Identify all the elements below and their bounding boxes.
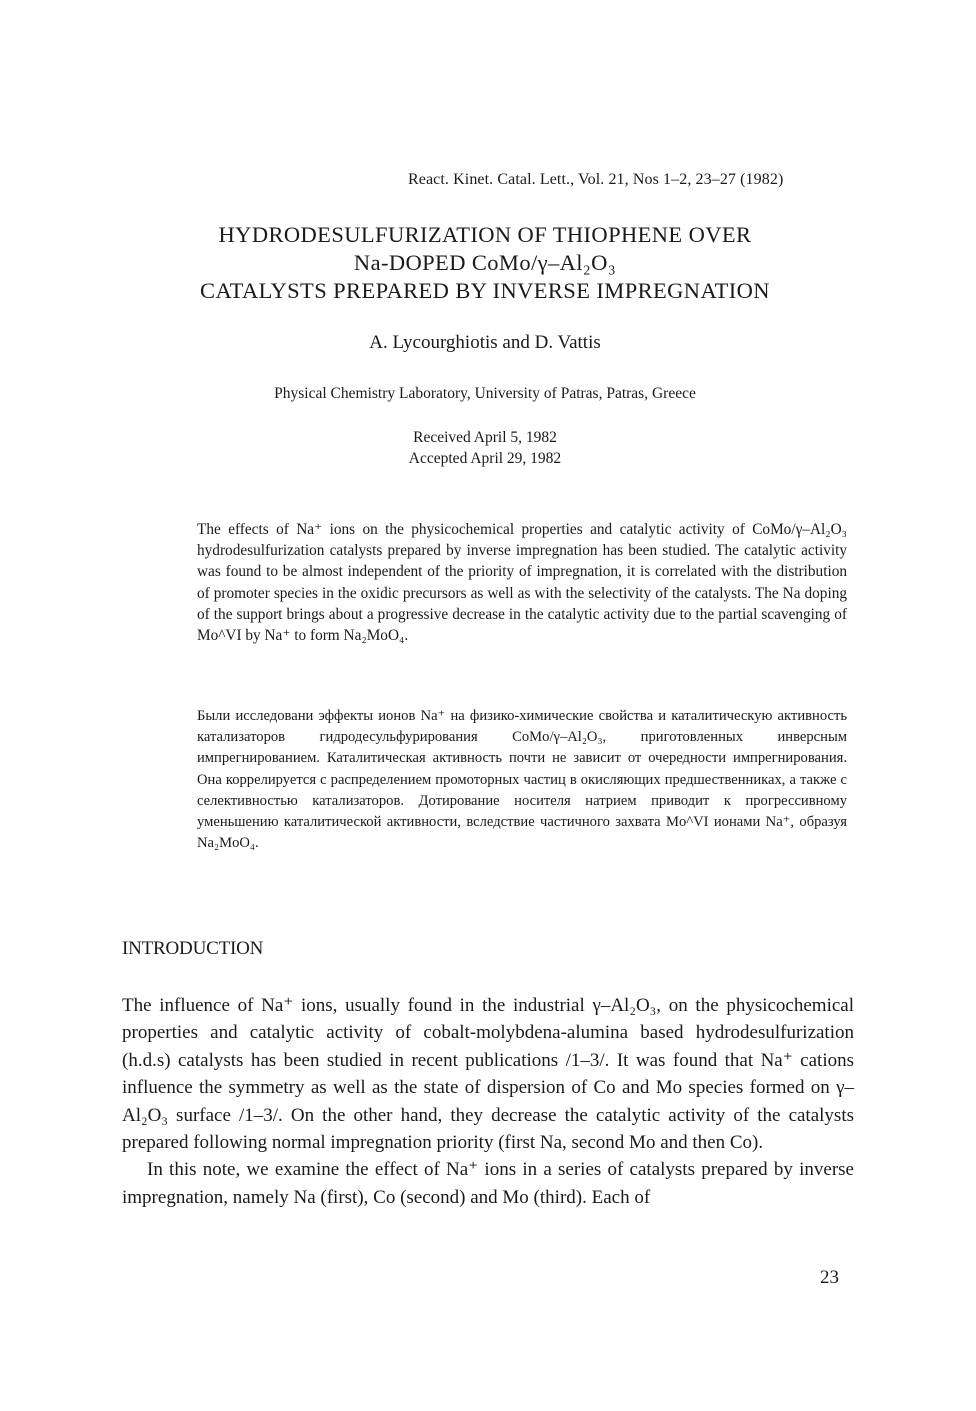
intro-paragraph-2: In this note, we examine the effect of Na⁺ ions in a series of catalysts prepared by inverse impregnation, namely Na (first), Co (second) and Mo (third). Each of [122, 1159, 854, 1208]
journal-reference: React. Kinet. Catal. Lett., Vol. 21, Nos 1–2, 23–27 (1982) [408, 171, 784, 188]
title-line-2: Na-DOPED CoMo/γ–Al₂O₃ [353, 250, 617, 275]
page-number: 23 [820, 1267, 839, 1288]
abstract-russian: Были исследовани эффекты ионов Na⁺ на физико-химические свойства и каталитическую активность катализаторов гидродесульфурирования CoMo/γ–Al₂O₃, приготовленных инверсным импрегнированием. Каталитическая активность почти не зависит от очередности импрегнирования. Она коррелируется с распределением промоторных частиц в окисляющих предшественниках, а также с селективностью катализаторов. Дотирование носителя натрием приводит к прогрессивному уменьшению каталитической активности, вследствие частичного захвата Mo^VI ионами Na⁺, образуя Na₂MoO₄. [197, 708, 847, 852]
intro-paragraph-1: The influence of Na⁺ ions, usually found in the industrial γ–Al₂O₃, on the physicochemical properties and catalytic activity of cobalt-molybdena-alumina based hydrodesulfurization (h.d.s) catalysts has been studied in recent publications /1–3/. It was found that Na⁺ cations influence the symmetry as well as the state of dispersion of Co and Mo species formed on γ–Al₂O₃ surface /1–3/. On the other hand, they decrease the catalytic activity of the catalysts prepared following normal impregnation priority (first Na, second Mo and then Co). [122, 995, 854, 1154]
received-date: Received April 5, 1982 [413, 429, 557, 446]
introduction-body [122, 992, 854, 1211]
dates [120, 427, 850, 469]
authors: A. Lycourghiotis and D. Vattis [369, 332, 601, 353]
title-line-1: HYDRODESULFURIZATION OF THIOPHENE OVER [218, 222, 752, 247]
abstract-english: The effects of Na⁺ ions on the physicochemical properties and catalytic activity of CoMo/γ–Al₂O₃ hydrodesulfurization catalysts prepared by inverse impregnation has been studied. The catalytic activity was found to be almost independent of the priority of impregnation, it is correlated with the distribution of promoter species in the oxidic precursors as well as with the selectivity of the catalysts. The Na doping of the support brings about a progressive decrease in the catalytic activity due to the partial scavenging of Mo^VI by Na⁺ to form Na₂MoO₄. [197, 521, 847, 645]
accepted-date: Accepted April 29, 1982 [408, 450, 562, 467]
affiliation: Physical Chemistry Laboratory, University of Patras, Patras, Greece [274, 385, 696, 402]
title-line-3: CATALYSTS PREPARED BY INVERSE IMPREGNATION [200, 278, 770, 303]
paper-title [120, 221, 850, 305]
section-heading-introduction: INTRODUCTION [122, 938, 264, 959]
